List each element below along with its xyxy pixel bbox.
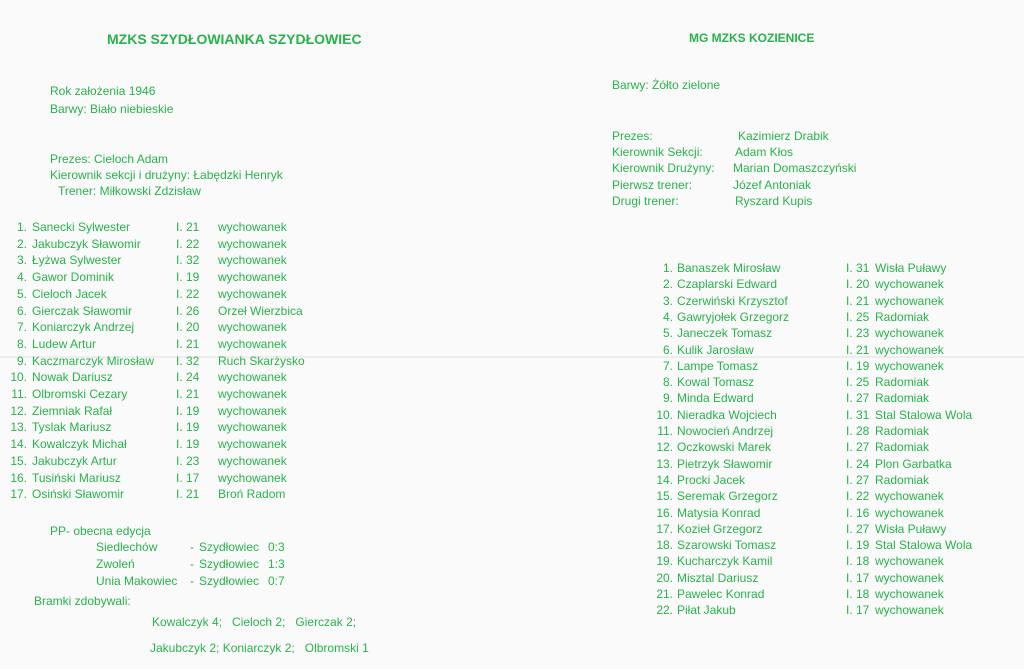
- player-number: 13.: [10, 420, 27, 435]
- player-number: 10.: [10, 370, 27, 385]
- player-year: I. 17: [846, 570, 870, 585]
- player-club: Orzeł Wierzbica: [218, 303, 303, 318]
- player-number: 9.: [16, 353, 27, 368]
- player-number: 17.: [656, 521, 673, 536]
- player-year: I. 20: [176, 320, 200, 335]
- player-number: 13.: [656, 456, 673, 471]
- player-year: I. 19: [176, 403, 200, 418]
- player-club: wychowanek: [875, 505, 944, 520]
- player-name: Gierczak Sławomir: [32, 303, 133, 318]
- player-club: Ruch Skarżysko: [218, 353, 305, 368]
- player-club: wychowanek: [218, 370, 287, 385]
- player-club: Plon Garbatka: [875, 456, 952, 471]
- player-name: Gawor Dominik: [32, 270, 115, 285]
- player-year: I. 19: [176, 420, 200, 435]
- player-club: Wisła Puławy: [875, 521, 947, 536]
- player-year: I. 25: [846, 309, 870, 324]
- player-year: I. 25: [846, 375, 870, 390]
- player-name: Czaplarski Edward: [677, 277, 778, 292]
- staff-role: Prezes:: [612, 129, 653, 143]
- player-number: 16.: [10, 470, 27, 485]
- player-year: I. 20: [846, 277, 870, 292]
- player-name: Janeczek Tomasz: [677, 326, 773, 341]
- player-number: 4.: [16, 270, 27, 285]
- player-club: wychowanek: [218, 420, 287, 435]
- cup-opponent: Siedlechów: [96, 540, 158, 554]
- player-club: Radomiak: [875, 472, 930, 487]
- player-name: Nowocień Andrzej: [677, 424, 774, 438]
- player-club: Wisła Puławy: [875, 261, 947, 275]
- player-number: 6.: [662, 342, 673, 357]
- player-number: 8.: [662, 375, 673, 390]
- player-club: wychowanek: [218, 320, 287, 335]
- player-year: I. 32: [176, 353, 200, 368]
- player-club: wychowanek: [218, 387, 287, 401]
- cup-score: 0:3: [268, 540, 285, 554]
- staff-name: Marian Domaszczyński: [733, 161, 857, 175]
- player-name: Minda Edward: [677, 391, 754, 406]
- cup-score: 0:7: [268, 574, 285, 588]
- staff-role: Drugi trener:: [612, 194, 679, 208]
- player-year: I. 23: [846, 326, 870, 341]
- away-team-title: MG MZKS KOZIENICE: [689, 31, 815, 45]
- player-name: Procki Jacek: [677, 472, 746, 487]
- player-name: Piłat Jakub: [677, 603, 736, 618]
- player-club: wychowanek: [218, 470, 287, 485]
- player-year: I. 21: [846, 293, 870, 308]
- player-number: 21.: [656, 587, 673, 601]
- player-year: I. 21: [176, 487, 200, 502]
- player-club: wychowanek: [875, 342, 944, 357]
- player-name: Osiński Sławomir: [32, 487, 125, 502]
- player-club: Stal Stalowa Wola: [875, 538, 973, 553]
- staff-name: Adam Kłos: [735, 145, 794, 159]
- cup-opponent: Zwoleń: [96, 557, 135, 571]
- cup-home-team: Szydłowiec: [199, 557, 260, 571]
- player-number: 18.: [656, 538, 673, 553]
- player-club: wychowanek: [875, 587, 944, 601]
- player-name: Tusiński Mariusz: [32, 470, 121, 485]
- staff-role: Pierwsz trener:: [612, 178, 693, 192]
- player-number: 9.: [662, 391, 673, 406]
- cup-opponent: Unia Makowiec: [96, 574, 178, 588]
- player-number: 20.: [656, 570, 673, 585]
- player-name: Kowalczyk Michał: [32, 437, 127, 452]
- player-number: 7.: [16, 320, 27, 335]
- player-name: Jakubczyk Sławomir: [32, 236, 141, 251]
- staff-name: Kazimierz Drabik: [738, 129, 829, 143]
- cup-separator: -: [190, 557, 194, 571]
- player-club: wychowanek: [218, 453, 287, 468]
- player-number: 11.: [657, 424, 673, 438]
- player-club: Radomiak: [875, 375, 930, 390]
- player-number: 2.: [662, 277, 673, 292]
- player-year: I. 19: [176, 437, 200, 452]
- cup-home-team: Szydłowiec: [199, 540, 260, 554]
- player-year: I. 17: [846, 603, 870, 618]
- player-number: 15.: [10, 453, 27, 468]
- player-year: I. 19: [846, 358, 870, 373]
- player-name: Jakubczyk Artur: [32, 453, 117, 468]
- player-year: I. 26: [176, 303, 200, 318]
- player-number: 2.: [16, 236, 27, 251]
- player-year: I. 18: [846, 587, 870, 601]
- player-name: Banaszek Mirosław: [677, 261, 781, 275]
- player-number: 1.: [662, 261, 673, 275]
- player-name: Oczkowski Marek: [677, 440, 772, 455]
- home-team-founded: Rok założenia 1946: [50, 84, 156, 98]
- player-number: 3.: [662, 293, 673, 308]
- player-club: wychowanek: [875, 489, 944, 504]
- player-club: wychowanek: [218, 286, 287, 301]
- player-name: Seremak Grzegorz: [677, 489, 778, 504]
- player-name: Nieradka Wojciech: [677, 407, 777, 422]
- player-number: 16.: [656, 505, 673, 520]
- player-year: I. 21: [176, 387, 200, 401]
- player-year: I. 22: [176, 236, 200, 251]
- player-name: Tyslak Mariusz: [32, 420, 112, 435]
- player-name: Pietrzyk Sławomir: [677, 456, 773, 471]
- player-club: Radomiak: [875, 424, 930, 438]
- player-number: 17.: [10, 487, 27, 502]
- player-year: I. 24: [176, 370, 200, 385]
- player-name: Łyżwa Sylwester: [32, 253, 122, 268]
- player-club: wychowanek: [218, 253, 287, 268]
- player-year: I. 19: [176, 270, 200, 285]
- player-year: I. 19: [846, 538, 870, 553]
- player-year: I. 24: [846, 456, 870, 471]
- player-name: Kozieł Grzegorz: [677, 521, 763, 536]
- player-number: 8.: [16, 336, 27, 351]
- player-name: Nowak Dariusz: [32, 370, 113, 385]
- player-name: Misztal Dariusz: [677, 570, 759, 585]
- player-name: Koniarczyk Andrzej: [32, 320, 135, 335]
- player-name: Lampe Tomasz: [677, 358, 759, 373]
- player-number: 12.: [10, 403, 27, 418]
- player-name: Ziemniak Rafał: [32, 403, 113, 418]
- player-club: wychowanek: [875, 358, 944, 373]
- away-team-colors: Barwy: Żółto zielone: [612, 78, 721, 92]
- player-year: I. 18: [846, 554, 870, 569]
- player-year: I. 28: [846, 424, 870, 438]
- player-number: 4.: [662, 309, 673, 324]
- player-name: Sanecki Sylwester: [32, 220, 131, 234]
- player-number: 6.: [16, 303, 27, 318]
- player-number: 12.: [656, 440, 673, 455]
- player-number: 5.: [16, 286, 27, 301]
- scorers-line-1: Kowalczyk 4; Cieloch 2; Gierczak 2;: [152, 615, 357, 629]
- cup-separator: -: [190, 574, 194, 588]
- player-club: wychowanek: [875, 603, 944, 618]
- player-club: wychowanek: [875, 277, 944, 292]
- player-year: I. 27: [846, 521, 870, 536]
- staff-role: Kierownik Sekcji:: [612, 145, 703, 159]
- player-club: wychowanek: [218, 270, 287, 285]
- player-name: Olbromski Cezary: [32, 387, 128, 401]
- scorers-title: Bramki zdobywali:: [34, 594, 131, 608]
- cup-title: PP- obecna edycja: [50, 524, 151, 538]
- home-team-title: MZKS SZYDŁOWIANKA SZYDŁOWIEC: [107, 31, 362, 47]
- home-team-colors: Barwy: Biało niebieskie: [50, 102, 174, 116]
- player-name: Pawelec Konrad: [677, 587, 765, 601]
- home-team-coach: Trener: Miłkowski Zdzisław: [58, 184, 201, 198]
- player-club: wychowanek: [875, 554, 944, 569]
- player-club: Radomiak: [875, 440, 930, 455]
- cup-separator: -: [190, 540, 194, 554]
- player-club: Broń Radom: [218, 487, 286, 502]
- player-club: wychowanek: [218, 236, 287, 251]
- staff-name: Ryszard Kupis: [735, 194, 813, 208]
- home-team-manager: Kierownik sekcji i drużyny: Łabędzki Henryk: [50, 168, 283, 182]
- staff-role: Kierownik Drużyny:: [612, 161, 715, 175]
- player-year: I. 21: [176, 220, 200, 234]
- player-year: I. 27: [846, 440, 870, 455]
- player-name: Cieloch Jacek: [32, 286, 107, 301]
- player-club: wychowanek: [875, 293, 944, 308]
- player-name: Gawryjołek Grzegorz: [677, 309, 790, 324]
- player-year: I. 22: [846, 489, 870, 504]
- player-year: I. 27: [846, 391, 870, 406]
- player-year: I. 22: [176, 286, 200, 301]
- player-number: 5.: [662, 326, 673, 341]
- player-club: Stal Stalowa Wola: [875, 407, 973, 422]
- player-club: wychowanek: [218, 336, 287, 351]
- player-number: 10.: [656, 407, 673, 422]
- player-club: wychowanek: [875, 570, 944, 585]
- player-year: I. 21: [846, 342, 870, 357]
- player-number: 15.: [656, 489, 673, 504]
- cup-home-team: Szydłowiec: [199, 574, 260, 588]
- player-name: Kulik Jarosław: [677, 342, 754, 357]
- player-year: I. 31: [846, 261, 870, 275]
- player-name: Czerwiński Krzysztof: [677, 293, 788, 308]
- player-year: I. 31: [846, 407, 870, 422]
- player-club: wychowanek: [218, 220, 287, 234]
- player-name: Kucharczyk Kamil: [677, 554, 773, 569]
- player-name: Kowal Tomasz: [677, 375, 755, 390]
- player-year: I. 23: [176, 453, 200, 468]
- player-club: wychowanek: [218, 403, 287, 418]
- player-name: Szarowski Tomasz: [677, 538, 777, 553]
- player-year: I. 27: [846, 472, 870, 487]
- cup-score: 1:3: [268, 557, 285, 571]
- home-team-president: Prezes: Cieloch Adam: [50, 152, 169, 166]
- player-year: I. 17: [176, 470, 200, 485]
- player-number: 22.: [656, 603, 673, 618]
- player-club: Radomiak: [875, 309, 930, 324]
- staff-name: Józef Antoniak: [733, 178, 812, 192]
- player-year: I. 21: [176, 336, 200, 351]
- player-name: Kaczmarczyk Mirosław: [32, 353, 155, 368]
- player-number: 14.: [656, 472, 673, 487]
- player-club: wychowanek: [875, 326, 944, 341]
- player-number: 14.: [10, 437, 27, 452]
- player-club: wychowanek: [218, 437, 287, 452]
- player-number: 3.: [16, 253, 27, 268]
- player-club: Radomiak: [875, 391, 930, 406]
- player-number: 11.: [11, 387, 27, 401]
- player-year: I. 16: [846, 505, 870, 520]
- player-number: 19.: [656, 554, 673, 569]
- player-year: I. 32: [176, 253, 200, 268]
- player-name: Ludew Artur: [32, 336, 97, 351]
- player-number: 1.: [16, 220, 27, 234]
- scorers-line-2: Jakubczyk 2; Koniarczyk 2; Olbromski 1: [150, 641, 369, 655]
- player-name: Matysia Konrad: [677, 505, 761, 520]
- player-number: 7.: [662, 358, 673, 373]
